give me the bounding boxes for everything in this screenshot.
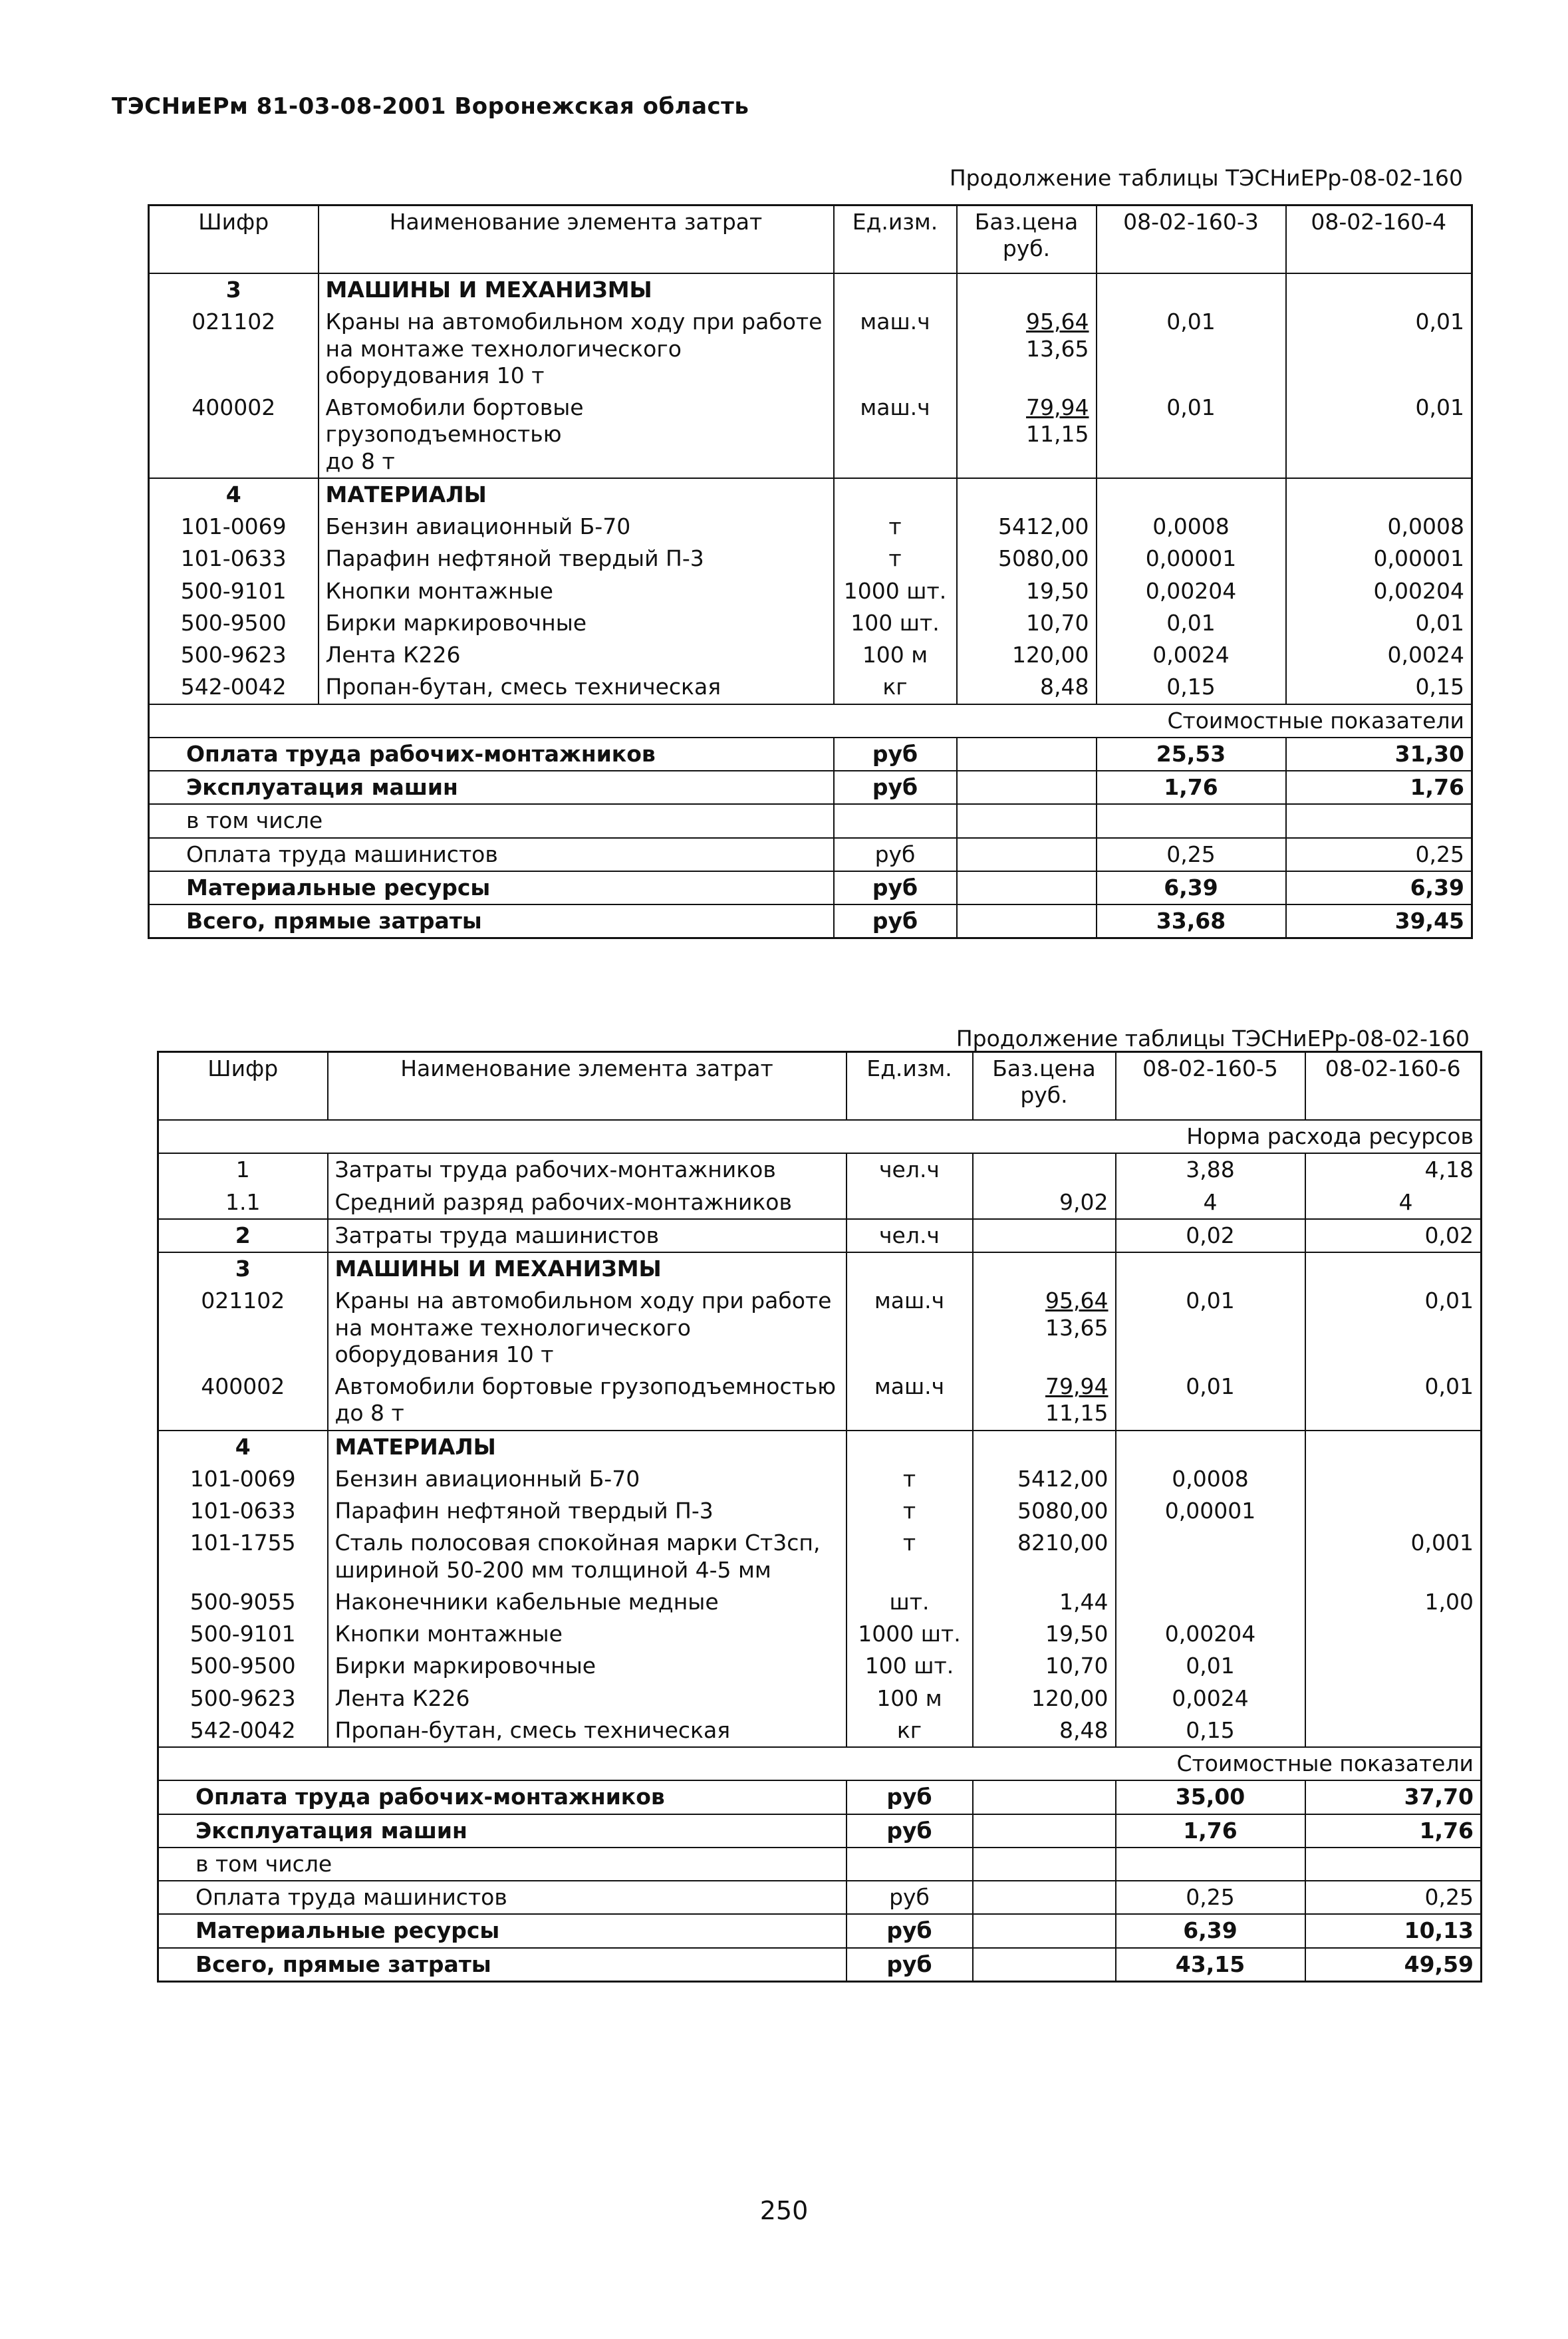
material-name: Пропан-бутан, смесь техническая: [328, 1715, 847, 1747]
material-norm-b: 0,0024: [1286, 639, 1472, 671]
col-header-price: Баз.цена руб.: [973, 1052, 1116, 1121]
material-unit: шт.: [847, 1586, 973, 1618]
material-unit: т: [834, 511, 957, 543]
cost-value-b: 49,59: [1305, 1948, 1482, 1982]
material-price: 10,70: [957, 607, 1097, 639]
table-row: 021102 Краны на автомобильном ходу при работе на монтаже технологического оборудования 10 т маш.ч 95,64 13,65 0,01 0,01: [149, 306, 1472, 392]
material-norm-a: 0,01: [1097, 607, 1286, 639]
material-row: [149, 511, 1472, 543]
table-row: 1.1 Средний разряд рабочих-монтажников 9,02 4 4: [158, 1186, 1482, 1219]
table-header-row: [149, 206, 1472, 274]
col-header-a: 08-02-160-3: [1097, 206, 1286, 274]
cost-name: Эксплуатация машин: [149, 771, 834, 804]
cost-name: Оплата труда рабочих-монтажников: [158, 1780, 847, 1814]
material-norm-b: 0,00204: [1286, 575, 1472, 607]
material-name: Бирки маркировочные: [328, 1650, 847, 1682]
material-norm-b: 0,01: [1286, 607, 1472, 639]
cost-unit: руб: [847, 1881, 973, 1914]
cost-row: [149, 804, 1472, 837]
cost-value-a: [1097, 804, 1286, 837]
table-row: 400002 Автомобили бортовые грузоподъемностью до 8 т маш.ч 79,94 11,15 0,01 0,01: [158, 1371, 1482, 1431]
material-name: Лента К226: [328, 1683, 847, 1715]
cost-row: [158, 1814, 1482, 1848]
material-norm-b: 0,0008: [1286, 511, 1472, 543]
material-norm-a: 0,00204: [1116, 1618, 1305, 1650]
material-name: Пропан-бутан, смесь техническая: [319, 671, 834, 704]
resource-table-2: [157, 1051, 1482, 1983]
cost-name: Материальные ресурсы: [149, 871, 834, 904]
cost-unit: руб: [847, 1814, 973, 1848]
material-name: Парафин нефтяной твердый П-3: [319, 543, 834, 575]
section-row: 3 МАШИНЫ И МЕХАНИЗМЫ: [158, 1252, 1482, 1285]
material-unit: т: [847, 1463, 973, 1495]
resource-table-1: [148, 204, 1473, 939]
cost-value-b: 1,76: [1305, 1814, 1482, 1848]
material-unit: 100 шт.: [847, 1650, 973, 1682]
material-row: [158, 1683, 1482, 1715]
material-unit: т: [847, 1527, 973, 1586]
table-continuation-label: Продолжение таблицы ТЭСНиЕРр-08-02-160: [956, 1026, 1470, 1051]
cost-unit: руб: [847, 1948, 973, 1982]
material-price: 8,48: [957, 671, 1097, 704]
cost-row: [158, 1881, 1482, 1914]
material-code: 542-0042: [180, 674, 287, 700]
material-norm-b: 0,001: [1305, 1527, 1482, 1586]
material-norm-b: [1305, 1683, 1482, 1715]
cost-unit: руб: [834, 904, 957, 938]
material-unit: т: [847, 1495, 973, 1527]
cost-unit: руб: [834, 738, 957, 771]
cost-unit: [847, 1848, 973, 1881]
material-norm-a: 0,00204: [1097, 575, 1286, 607]
material-row: [158, 1495, 1482, 1527]
col-header-price: Баз.цена руб.: [957, 206, 1097, 274]
col-header-code: Шифр: [149, 206, 319, 274]
cost-name: Всего, прямые затраты: [149, 904, 834, 938]
material-code: 500-9101: [180, 577, 287, 604]
cost-value-b: [1286, 804, 1472, 837]
cost-name: Оплата труда рабочих-монтажников: [149, 738, 834, 771]
material-unit: т: [834, 543, 957, 575]
cost-unit: руб: [834, 771, 957, 804]
material-price: 10,70: [973, 1650, 1116, 1682]
material-row: [158, 1463, 1482, 1495]
material-name: Кнопки монтажные: [328, 1618, 847, 1650]
material-norm-b: 0,15: [1286, 671, 1472, 704]
material-unit: 100 м: [834, 639, 957, 671]
cost-value-b: 0,25: [1305, 1881, 1482, 1914]
material-name: Бензин авиационный Б-70: [328, 1463, 847, 1495]
cost-name: Оплата труда машинистов: [158, 1881, 847, 1914]
material-unit: 100 м: [847, 1683, 973, 1715]
material-unit: кг: [847, 1715, 973, 1747]
material-row: [149, 607, 1472, 639]
material-norm-a: [1116, 1527, 1305, 1586]
table-row: 400002 Автомобили бортовые грузоподъемностью до 8 т маш.ч 79,94 11,15 0,01 0,01: [149, 392, 1472, 478]
col-header-unit: Ед.изм.: [834, 206, 957, 274]
material-code: 542-0042: [190, 1717, 296, 1743]
cost-unit: руб: [847, 1780, 973, 1814]
material-row: [158, 1586, 1482, 1618]
material-row: [158, 1618, 1482, 1650]
cost-value-b: 1,76: [1286, 771, 1472, 804]
table-continuation-label: Продолжение таблицы ТЭСНиЕРр-08-02-160: [949, 165, 1463, 191]
cost-name: Оплата труда машинистов: [149, 838, 834, 871]
section-row: 3 МАШИНЫ И МЕХАНИЗМЫ: [149, 273, 1472, 306]
material-norm-b: [1305, 1618, 1482, 1650]
material-norm-a: 0,0024: [1097, 639, 1286, 671]
material-name: Бензин авиационный Б-70: [319, 511, 834, 543]
material-code: 101-0069: [190, 1465, 296, 1492]
material-code: 101-0069: [180, 513, 287, 539]
material-price: 5080,00: [957, 543, 1097, 575]
material-norm-b: [1305, 1650, 1482, 1682]
document-header: ТЭСНиЕРм 81-03-08-2001 Воронежская область: [112, 93, 749, 120]
cost-value-b: 10,13: [1305, 1914, 1482, 1947]
material-name: Парафин нефтяной твердый П-3: [328, 1495, 847, 1527]
col-header-name: Наименование элемента затрат: [319, 206, 834, 274]
cost-band-row: Стоимостные показатели: [158, 1747, 1482, 1780]
col-header-b: 08-02-160-4: [1286, 206, 1472, 274]
table-row: 021102 Краны на автомобильном ходу при работе на монтаже технологического оборудования 10 т маш.ч 95,64 13,65 0,01 0,01: [158, 1285, 1482, 1371]
cost-name: Эксплуатация машин: [158, 1814, 847, 1848]
material-norm-b: [1305, 1463, 1482, 1495]
material-row: [149, 639, 1472, 671]
material-code: 101-0633: [190, 1498, 296, 1524]
cost-row: [158, 1848, 1482, 1881]
cost-value-b: 31,30: [1286, 738, 1472, 771]
cost-row: [149, 871, 1472, 904]
col-header-a: 08-02-160-5: [1116, 1052, 1305, 1121]
cost-row: [149, 771, 1472, 804]
table-header-row: [158, 1052, 1482, 1121]
cost-value-b: 39,45: [1286, 904, 1472, 938]
cost-value-a: [1116, 1848, 1305, 1881]
table-row: 1 Затраты труда рабочих-монтажников чел.ч 3,88 4,18: [158, 1153, 1482, 1186]
material-norm-a: 0,15: [1116, 1715, 1305, 1747]
material-code: 500-9101: [190, 1621, 296, 1647]
cost-row: [158, 1914, 1482, 1947]
material-unit: 1000 шт.: [834, 575, 957, 607]
cost-unit: руб: [834, 871, 957, 904]
cost-unit: руб: [847, 1914, 973, 1947]
cost-unit: [834, 804, 957, 837]
section-row: 4 МАТЕРИАЛЫ: [158, 1431, 1482, 1463]
material-norm-a: 0,0024: [1116, 1683, 1305, 1715]
material-norm-a: 0,0008: [1116, 1463, 1305, 1495]
material-price: 5412,00: [957, 511, 1097, 543]
material-price: 19,50: [957, 575, 1097, 607]
col-header-name: Наименование элемента затрат: [328, 1052, 847, 1121]
material-row: [158, 1650, 1482, 1682]
cost-value-b: 0,25: [1286, 838, 1472, 871]
material-price: 5080,00: [973, 1495, 1116, 1527]
material-code: 101-0633: [180, 545, 287, 572]
material-price: 19,50: [973, 1618, 1116, 1650]
material-row: [149, 575, 1472, 607]
material-norm-b: 1,00: [1305, 1586, 1482, 1618]
material-price: 8,48: [973, 1715, 1116, 1747]
material-name: Кнопки монтажные: [319, 575, 834, 607]
cost-row: [149, 838, 1472, 871]
page-number: 250: [759, 2196, 809, 2225]
cost-value-a: 25,53: [1097, 738, 1286, 771]
cost-row: [149, 738, 1472, 771]
material-row: [158, 1527, 1482, 1586]
cost-unit: руб: [834, 838, 957, 871]
material-row: [158, 1715, 1482, 1747]
material-code: 500-9055: [190, 1588, 296, 1615]
material-code: 500-9623: [180, 642, 287, 668]
cost-value-a: 0,25: [1097, 838, 1286, 871]
cost-value-b: [1305, 1848, 1482, 1881]
material-norm-a: 0,00001: [1116, 1495, 1305, 1527]
material-code: 500-9500: [180, 609, 287, 636]
cost-name: в том числе: [158, 1848, 847, 1881]
cost-name: в том числе: [149, 804, 834, 837]
col-header-code: Шифр: [158, 1052, 328, 1121]
material-price: 5412,00: [973, 1463, 1116, 1495]
cost-name: Материальные ресурсы: [158, 1914, 847, 1947]
cost-value-a: 43,15: [1116, 1948, 1305, 1982]
material-name: Сталь полосовая спокойная марки Ст3сп, шириной 50-200 мм толщиной 4-5 мм: [328, 1527, 847, 1586]
cost-name: Всего, прямые затраты: [158, 1948, 847, 1982]
norm-band-row: Норма расхода ресурсов: [158, 1120, 1482, 1153]
material-price: 120,00: [973, 1683, 1116, 1715]
cost-row: [158, 1948, 1482, 1982]
cost-value-a: 6,39: [1097, 871, 1286, 904]
cost-value-b: 6,39: [1286, 871, 1472, 904]
material-norm-b: [1305, 1715, 1482, 1747]
material-norm-a: 0,0008: [1097, 511, 1286, 543]
cost-value-a: 1,76: [1116, 1814, 1305, 1848]
material-norm-a: 0,00001: [1097, 543, 1286, 575]
material-code: 101-1755: [190, 1530, 296, 1556]
material-price: 120,00: [957, 639, 1097, 671]
cost-value-a: 35,00: [1116, 1780, 1305, 1814]
material-price: 1,44: [973, 1586, 1116, 1618]
material-code: 500-9500: [190, 1653, 296, 1679]
cost-value-a: 33,68: [1097, 904, 1286, 938]
cost-row: [158, 1780, 1482, 1814]
material-norm-a: 0,01: [1116, 1650, 1305, 1682]
material-name: Бирки маркировочные: [319, 607, 834, 639]
material-unit: кг: [834, 671, 957, 704]
material-norm-b: [1305, 1495, 1482, 1527]
col-header-b: 08-02-160-6: [1305, 1052, 1482, 1121]
material-price: 8210,00: [973, 1527, 1116, 1586]
section-row: 4 МАТЕРИАЛЫ: [149, 478, 1472, 511]
material-name: Лента К226: [319, 639, 834, 671]
material-norm-a: [1116, 1586, 1305, 1618]
material-row: [149, 671, 1472, 704]
cost-value-a: 0,25: [1116, 1881, 1305, 1914]
material-norm-a: 0,15: [1097, 671, 1286, 704]
cost-row: [149, 904, 1472, 938]
cost-band-row: Стоимостные показатели: [149, 704, 1472, 738]
table-row: 2 Затраты труда машинистов чел.ч 0,02 0,02: [158, 1219, 1482, 1252]
cost-value-a: 1,76: [1097, 771, 1286, 804]
cost-value-a: 6,39: [1116, 1914, 1305, 1947]
material-row: [149, 543, 1472, 575]
material-code: 500-9623: [190, 1685, 296, 1711]
cost-value-b: 37,70: [1305, 1780, 1482, 1814]
col-header-unit: Ед.изм.: [847, 1052, 973, 1121]
material-unit: 1000 шт.: [847, 1618, 973, 1650]
material-norm-b: 0,00001: [1286, 543, 1472, 575]
material-unit: 100 шт.: [834, 607, 957, 639]
material-name: Наконечники кабельные медные: [328, 1586, 847, 1618]
